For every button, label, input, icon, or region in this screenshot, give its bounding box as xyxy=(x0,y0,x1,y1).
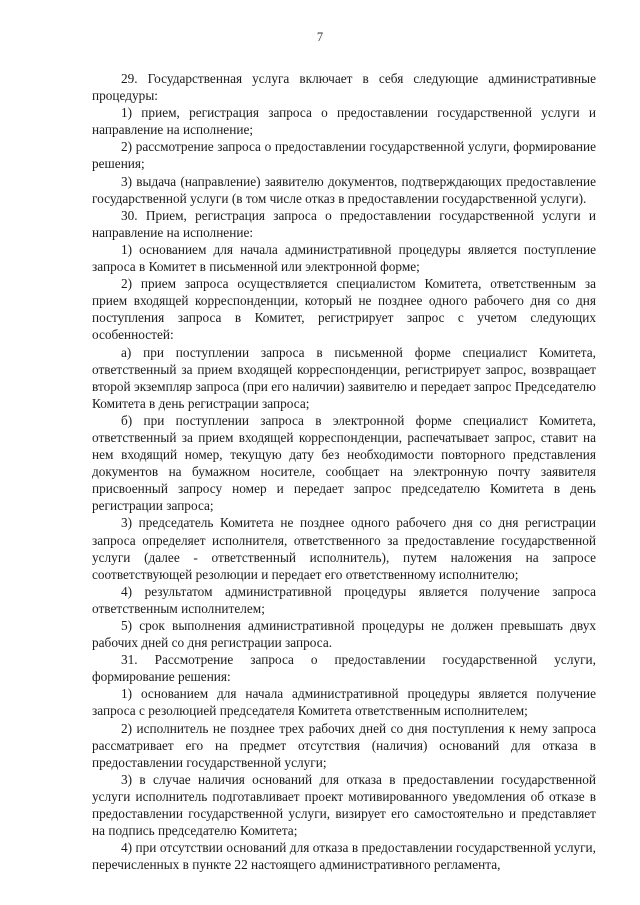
paragraph-31-item-3: 3) в случае наличия оснований для отказа в предоставлении государственной услуги исполнитель подготавливает проект мотивированного уведомления об отказе в предоставлении государственной услуги, визирует его самостоятельно и представляет на подпись председателю Комитета; xyxy=(92,771,596,839)
paragraph-31-item-1: 1) основанием для начала административной процедуры является получение запроса с резолюцией председателя Комитета ответственным исполнителем; xyxy=(92,686,596,719)
paragraph-30-item-2: 2) прием запроса осуществляется специалистом Комитета, ответственным за прием входящей корреспонденции, который не позднее одного рабочего дня со дня поступления запроса в Комитет, регистрирует запрос с учетом следующих особенностей: xyxy=(92,276,596,343)
paragraph-29: 29. Государственная услуга включает в себя следующие административные процедуры: xyxy=(92,71,596,104)
document-body xyxy=(92,70,596,873)
paragraph-30-item-2b: б) при поступлении запроса в электронной форме специалист Комитета, ответственный за прием входящей корреспонденции, распечатывает запрос, ставит на нем входящий номер, текущую дату без необходимости повторного представления документов на бумажном носителе, сообщает на электронную почту заявителя присвоенный запросу номер и передает запрос председателю Комитета в день регистрации запроса; xyxy=(92,412,596,514)
paragraph-31-item-2: 2) исполнитель не позднее трех рабочих дней со дня поступления к нему запроса рассматривает его на предмет отсутствия (наличия) оснований для отказа в предоставлении государственной услуги; xyxy=(92,720,596,770)
paragraph-30: 30. Прием, регистрация запроса о предоставлении государственной услуги и направление на исполнение: xyxy=(92,207,596,240)
paragraph-30-item-3: 3) председатель Комитета не позднее одного рабочего дня со дня регистрации запроса определяет исполнителя, ответственного за предоставление государственной услуги (далее - ответственный исполнитель), путем наложения на запросе соответствующей резолюции и передает его ответственному исполнителю; xyxy=(92,515,596,582)
paragraph-30-item-2a: а) при поступлении запроса в письменной форме специалист Комитета, ответственный за прием входящей корреспонденции, регистрирует запрос, возвращает второй экземпляр запроса (при его наличии) заявителю и передает запрос Председателю Комитета в день регистрации запроса; xyxy=(92,344,596,411)
paragraph-29-item-1: 1) прием, регистрация запроса о предоставлении государственной услуги и направление на исполнение; xyxy=(92,105,596,138)
paragraph-31: 31. Рассмотрение запроса о предоставлении государственной услуги, формирование решения: xyxy=(92,652,596,685)
paragraph-30-item-5: 5) срок выполнения административной процедуры не должен превышать двух рабочих дней со дня регистрации запроса. xyxy=(92,618,596,651)
paragraph-30-item-4: 4) результатом административной процедуры является получение запроса ответственным исполнителем; xyxy=(92,583,596,616)
paragraph-31-item-4: 4) при отсутствии оснований для отказа в предоставлении государственной услуги, перечисленных в пункте 22 настоящего административного регламента, xyxy=(92,840,596,873)
page-number: 7 xyxy=(316,30,324,44)
paragraph-29-item-3: 3) выдача (направление) заявителю документов, подтверждающих предоставление государственной услуги (в том числе отказ в предоставлении государственной услуги). xyxy=(92,173,596,206)
paragraph-29-item-2: 2) рассмотрение запроса о предоставлении государственной услуги, формирование решения; xyxy=(92,139,596,172)
paragraph-30-item-1: 1) основанием для начала административной процедуры является поступление запроса в Комитет в письменной или электронной форме; xyxy=(92,241,596,275)
